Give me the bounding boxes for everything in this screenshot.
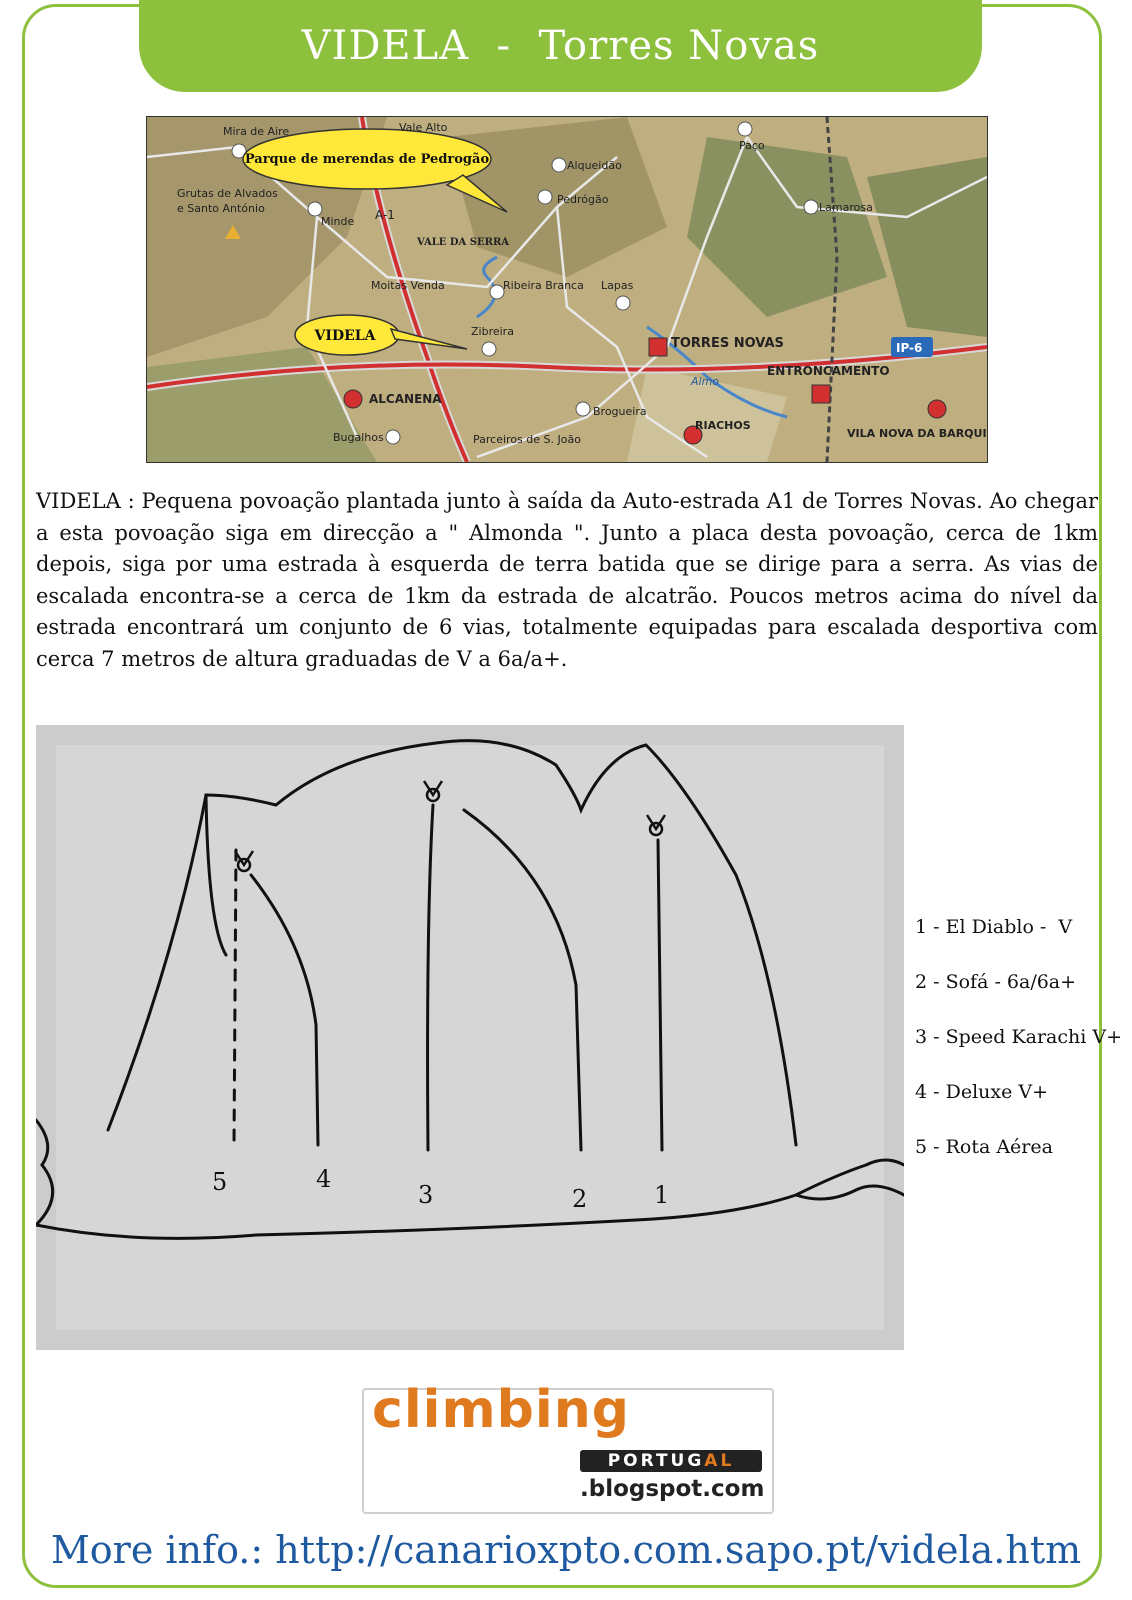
location-map: [146, 116, 988, 463]
map-label-parceiros: Parceiros de S. João: [473, 433, 581, 446]
logo-portugal-badge: [580, 1450, 762, 1472]
route-item: 2 - Sofá - 6a/6a+: [915, 971, 1077, 993]
map-label-paco: Paço: [739, 139, 765, 152]
map-label-moitas-venda: Moitas Venda: [371, 279, 445, 292]
map-label-grutas: Grutas de Alvados: [177, 187, 278, 200]
route-legend: [915, 912, 1125, 1187]
map-label-torres-novas: TORRES NOVAS: [671, 336, 784, 351]
map-label-entroncamento: ENTRONCAMENTO: [767, 364, 890, 378]
map-label-vila-nova: VILA NOVA DA BARQUI: [847, 427, 987, 440]
map-graphic: [147, 117, 987, 462]
topo-route-number-4: 4: [316, 1165, 332, 1193]
topo-route-number-3: 3: [418, 1181, 434, 1209]
map-label-riachos: RIACHOS: [695, 419, 751, 432]
map-label-santo-antonio: e Santo António: [177, 202, 265, 215]
map-label-lamarosa: Lamarosa: [819, 201, 873, 214]
logo-portugal-text: PORTUG: [607, 1451, 705, 1471]
map-label-a1: A-1: [375, 208, 395, 222]
map-label-vale-alto: Vale Alto: [399, 121, 448, 134]
crag-topo-sketch: [36, 725, 904, 1350]
map-label-minde: Minde: [321, 215, 355, 228]
map-label-lapas: Lapas: [601, 279, 634, 292]
page-title: VIDELA - Torres Novas: [139, 0, 982, 92]
map-label-mira-de-aire: Mira de Aire: [223, 125, 290, 138]
map-label-ribeira-branca: Ribeira Branca: [503, 279, 584, 292]
topo-route-number-1: 1: [654, 1181, 670, 1209]
logo-wordmark: climbing: [372, 1380, 630, 1440]
topo-drawing: [36, 725, 904, 1350]
route-item: 5 - Rota Aérea: [915, 1136, 1053, 1158]
map-callout-picnic: Parque de merendas de Pedrogão: [244, 152, 490, 167]
map-label-bugalhos: Bugalhos: [333, 431, 384, 444]
route-item: 3 - Speed Karachi V+: [915, 1026, 1123, 1048]
climbing-portugal-logo[interactable]: [362, 1380, 774, 1514]
more-info-link[interactable]: More info.: http://canarioxpto.com.sapo.pt/videla.htm: [50, 1528, 1082, 1572]
route-item: 4 - Deluxe V+: [915, 1081, 1049, 1103]
map-label-vale-da-serra: VALE DA SERRA: [417, 237, 510, 248]
map-label-alqueidao: Alqueidão: [567, 159, 622, 172]
logo-blog-domain: .blogspot.com: [580, 1476, 765, 1502]
route-item: 1 - El Diablo - V: [915, 916, 1073, 938]
map-label-alcanena: ALCANENA: [369, 392, 442, 406]
topo-route-number-2: 2: [572, 1185, 588, 1213]
map-label-brogueira: Brogueira: [593, 405, 647, 418]
map-label-ip6: IP-6: [896, 341, 923, 355]
map-label-zibreira: Zibreira: [471, 325, 514, 338]
route-description: VIDELA : Pequena povoação plantada junto à saída da Auto-estrada A1 de Torres Novas. Ao chegar a esta povoação siga em direcção a " Almonda ". Junto a placa desta povoação, cerca de 1km depois, siga por uma estrada à esquerda de terra batida que se dirige para a serra. As vias de escalada encontra-se a cerca de 1km da estrada de alcatrão. Poucos metros acima do nível da estrada encontrará um conjunto de 6 vias, totalmente equipadas para escalada desportiva com cerca 7 metros de altura graduadas de V a 6a/a+.: [36, 489, 1098, 671]
topo-route-number-5: 5: [212, 1168, 228, 1196]
map-label-pedrogao: Pedrógão: [557, 193, 609, 206]
map-callout-videla: VIDELA: [314, 328, 376, 344]
logo-portugal-accent: AL: [704, 1451, 735, 1471]
map-label-almonda: Almo: [691, 375, 720, 388]
